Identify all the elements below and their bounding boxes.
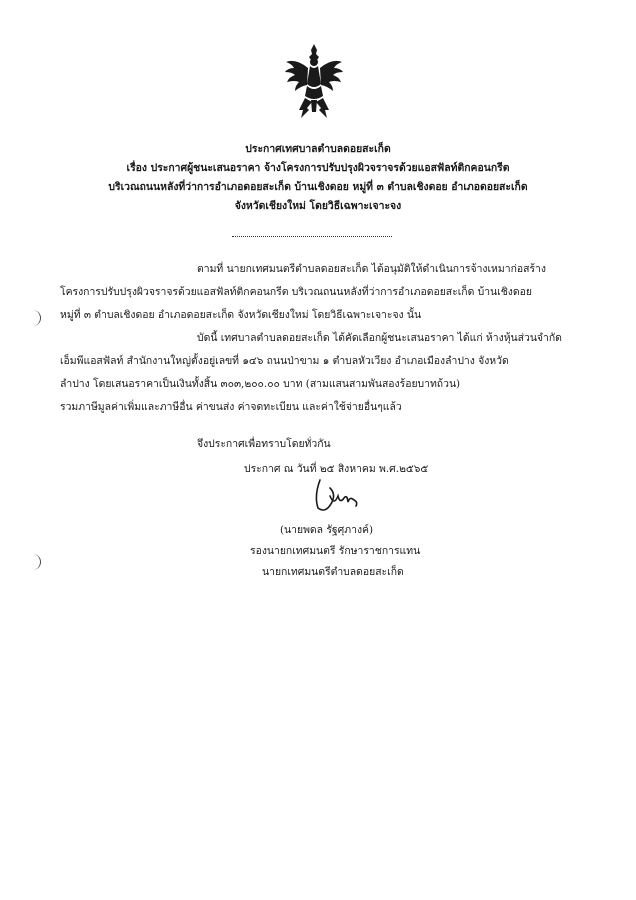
announcement-title: ประกาศเทศบาลตำบลดอยสะเก็ด (245, 143, 391, 155)
punch-hole-mark (30, 310, 41, 326)
body-line-1: ตามที่ นายกเทศมนตรีตำบลดอยสะเก็ด ได้อนุมัติให้ดำเนินการจ้างเหมาก่อสร้าง (197, 263, 546, 275)
handwritten-signature (304, 476, 364, 518)
signer-office: นายกเทศมนตรีตำบลดอยสะเก็ด (262, 566, 404, 578)
signer-name: (นายพดล รัฐศุภางค์) (280, 524, 374, 536)
body-line-3: หมู่ที่ ๓ ตำบลเชิงดอย อำเภอดอยสะเก็ด จังหวัดเชียงใหม่ โดยวิธีเฉพาะเจาะจง นั้น (60, 309, 422, 321)
body-line-2: โครงการปรับปรุงผิวจราจรด้วยแอสฟัลท์ติกคอนกรีต บริเวณถนนหลังที่ว่าการอำเภอดอยสะเก็ด บ้านเชิงดอย (60, 286, 532, 298)
body-line-4: บัดนี้ เทศบาลตำบลดอยสะเก็ด ได้คัดเลือกผู้ชนะเสนอราคา ได้แก่ ห้างหุ้นส่วนจำกัด (197, 332, 562, 344)
announcement-province-method: จังหวัดเชียงใหม่ โดยวิธีเฉพาะเจาะจง (234, 200, 402, 212)
signer-position: รองนายกเทศมนตรี รักษาราชการแทน (250, 545, 421, 557)
announcement-location: บริเวณถนนหลังที่ว่าการอำเภอดอยสะเก็ด บ้านเชิงดอย หมู่ที่ ๓ ตำบลเชิงดอย อำเภอดอยสะเก็ด (108, 181, 528, 193)
punch-hole-mark (30, 554, 41, 570)
garuda-emblem-icon (283, 42, 345, 122)
body-line-7: รวมภาษีมูลค่าเพิ่มและภาษีอื่น ค่าขนส่ง ค่าจดทะเบียน และค่าใช้จ่ายอื่นๆแล้ว (60, 401, 402, 413)
body-line-5: เอ็มพีแอสฟัลท์ สำนักงานใหญ่ตั้งอยู่เลขที่ ๑๔๖ ถนนป่าขาม ๑ ตำบลหัวเวียง อำเภอเมืองลำปาง จังหวัด (60, 355, 509, 367)
separator-dots (232, 236, 392, 237)
body-line-6: ลำปาง โดยเสนอราคาเป็นเงินทั้งสิ้น ๓๐๓,๒๐๐.๐๐ บาท (สามแสนสามพันสองร้อยบาทถ้วน) (60, 378, 461, 390)
closing-line: จึงประกาศเพื่อทราบโดยทั่วกัน (197, 438, 331, 450)
announcement-subject: เรื่อง ประกาศผู้ชนะเสนอราคา จ้างโครงการปรับปรุงผิวจราจรด้วยแอสฟัลท์ติกคอนกรีต (126, 162, 510, 174)
announcement-date: ประกาศ ณ วันที่ ๒๕ สิงหาคม พ.ศ.๒๕๖๕ (244, 463, 429, 475)
